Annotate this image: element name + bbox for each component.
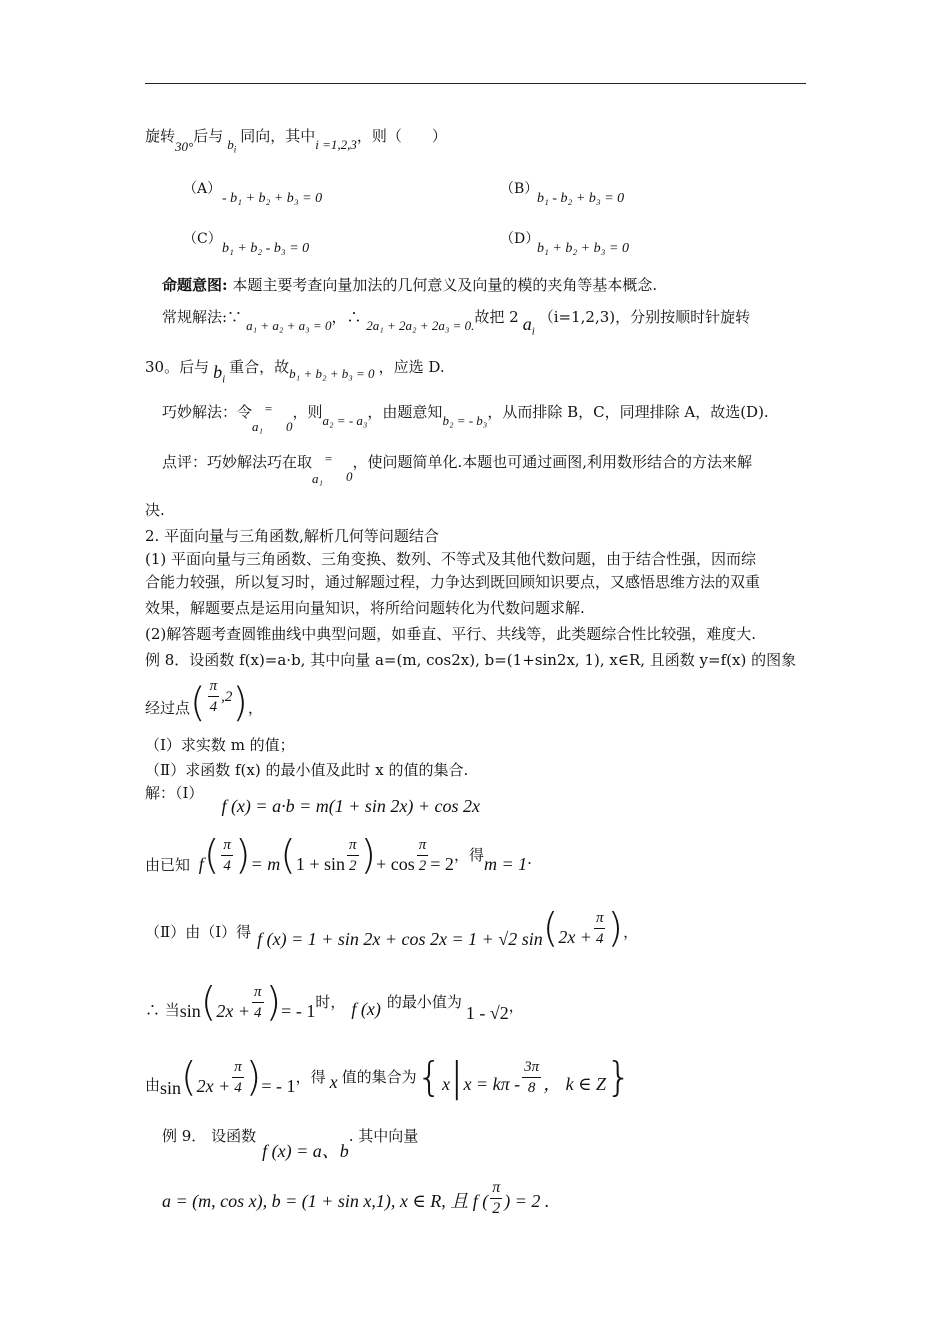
equation: b₂ = - b₃ (442, 413, 488, 428)
equation: a₂ = - a₃ (322, 413, 368, 428)
section-title: 2. 平面向量与三角函数,解析几何等问题结合 (145, 527, 439, 545)
example9-line2: a = (m, cos x), b = (1 + sin x,1), x ∈ R, 且 f ( $\frac{\pi}{2}$ ) = 2 . (162, 1179, 550, 1217)
equation: = a₁ (252, 401, 273, 434)
text: 30。后与 (145, 358, 210, 376)
index-set: i =1,2,3 (315, 137, 357, 152)
therefore-line: ∴ 当sin(2x + $\frac{\pi}{4}$ )= - 1时， f (x) 的最小值为1 - √2， (145, 979, 524, 1026)
text: 同向，其中 (240, 127, 316, 145)
question-2: （Ⅱ）求函数 f(x) 的最小值及此时 x 的值的集合. (145, 761, 469, 779)
equation: 2a₁ + 2a₂ + 2a₃ = 0. (366, 318, 475, 333)
text: ，∴ (331, 308, 367, 326)
text: ，使问题简单化.本题也可通过画图,利用数形结合的方法来解 (352, 453, 753, 471)
text: ，从而排除 B，C，同理排除 A，故选(D). (487, 403, 769, 421)
vector-b: $b_i$ (213, 362, 226, 386)
text: ，应选 D. (378, 358, 445, 376)
text: ，则 (292, 403, 323, 421)
text: 旋转 (145, 127, 176, 145)
text: 常规解法:∵ (162, 308, 243, 326)
regular-solution-line (162, 306, 751, 338)
example8-line2: 经过点( $\frac{\pi}{4}$ ,2)， (145, 678, 264, 726)
option-c-expr: b₁ + b₂ - b₃ = 0 (222, 241, 310, 256)
option-b-expr: b₁ - b₂ + b₃ = 0 (537, 191, 625, 206)
text: 例 9． 设函数 (162, 1127, 257, 1145)
vector-a: $a_i$ (522, 314, 535, 338)
question-1: （Ⅰ）求实数 m 的值； (145, 736, 295, 754)
option-b-label: （B） (500, 181, 539, 197)
text: ，由题意知 (367, 403, 443, 421)
equation: a = (m, cos x), b = (1 + sin x,1), x ∈ R, 且 f ( (162, 1190, 489, 1211)
text: 由 (145, 1075, 161, 1094)
known-line: 由已知 f( $\frac{\pi}{4}$ )= m(1 + sin $\frac{\pi}{2}$ )+ cos $\frac{\pi}{2}$ = 2，得m = 1· (145, 832, 532, 879)
clever-solution-line: 巧妙解法：令 = a₁ 0，则a₂ = - a₃，由题意知b₂ = - b₃，从而排除 B，C，同理排除 A，故选(D). (162, 401, 769, 434)
equation: f (x) = 1 + sin 2x + cos 2x = 1 + √2 sin (257, 928, 543, 949)
problem-tail-line (145, 126, 447, 155)
angle: 30° (175, 139, 194, 154)
text: 经过点 (145, 698, 191, 717)
text: （Ⅱ）由（Ⅰ）得 (145, 922, 252, 941)
text: 巧妙解法：令 (162, 403, 253, 421)
header-rule (145, 83, 806, 84)
fraction: $\frac{\pi}{4}$ (209, 678, 218, 715)
option-a-label: （A） (183, 181, 222, 197)
comment-line-2: 决. (145, 501, 165, 519)
equation: a₁ + a₂ + a₃ = 0 (246, 318, 332, 333)
text: 故把 2 (474, 308, 519, 326)
paragraph-line: (1) 平面向量与三角函数、三角变换、数列、不等式及其他代数问题，由于结合性强，因而综 (145, 550, 757, 568)
option-d-expr: b₁ + b₂ + b₃ = 0 (537, 241, 629, 256)
intent-text: 本题主要考查向量加法的几何意义及向量的模的夹角等基本概念. (227, 276, 658, 294)
text: 重合，故 (229, 358, 290, 376)
part-ii-line: （Ⅱ）由（Ⅰ）得 f (x) = 1 + sin 2x + cos 2x = 1 + √2 sin(2x + $\frac{\pi}{4}$ )， (145, 905, 639, 952)
text: ∴ 当 (145, 1000, 180, 1019)
option-c-label: （C） (183, 231, 222, 247)
paragraph-line: (2)解答题考查圆锥曲线中典型问题，如垂直、平行、共线等，此类题综合性比较强，难度大. (145, 625, 757, 643)
option-a-expr: - b₁ + b₂ + b₃ = 0 (222, 191, 323, 206)
equation: = a₁ (312, 451, 333, 486)
text: 后与 (193, 127, 224, 145)
text: 解：（Ⅰ） (145, 784, 204, 802)
text: （i=1,2,3)，分别按顺时针旋转 (538, 308, 751, 326)
paragraph-line: 效果，解题要点是运用向量知识，将所给问题转化为代数问题求解. (145, 599, 585, 617)
text: 点评：巧妙解法巧在取 (162, 453, 313, 471)
equation: f (x) = a·b = m(1 + sin 2x) + cos 2x (221, 796, 480, 816)
equation: f (x) = a、b (262, 1141, 349, 1161)
text: . 其中向量 (348, 1127, 419, 1145)
equation: b₁ + b₂ + b₃ = 0 (289, 366, 375, 381)
example9-line1 (162, 1125, 419, 1161)
comment-line: 点评：巧妙解法巧在取 = a₁ 0，使问题简单化.本题也可通过画图,利用数形结合的方法来解 (162, 451, 753, 486)
paragraph-line: 合能力较强，所以复习时，通过解题过程，力争达到既回顾知识要点，又感悟思维方法的双重 (145, 573, 761, 591)
text: 由已知 (145, 855, 191, 874)
intent-line (162, 275, 657, 295)
example8-line1: 例 8．设函数 f(x)=a·b, 其中向量 a=(m, cos2x), b=(1+sin2x, 1), x∈R, 且函数 y=f(x) 的图象 (145, 651, 797, 669)
vector-b: $b_i$ (227, 137, 237, 155)
regular-solution-line-2 (145, 356, 445, 384)
by-line: 由sin(2x + $\frac{\pi}{4}$ )= - 1，得 x 值的集合为{x|x = kπ - $\frac{3\pi}{8}$ ， k ∈ Z} (145, 1054, 632, 1101)
solution-1 (145, 782, 480, 816)
option-d-label: （D） (500, 231, 540, 247)
text: ，则（ ） (356, 127, 447, 145)
intent-label: 命题意图: (162, 276, 228, 294)
